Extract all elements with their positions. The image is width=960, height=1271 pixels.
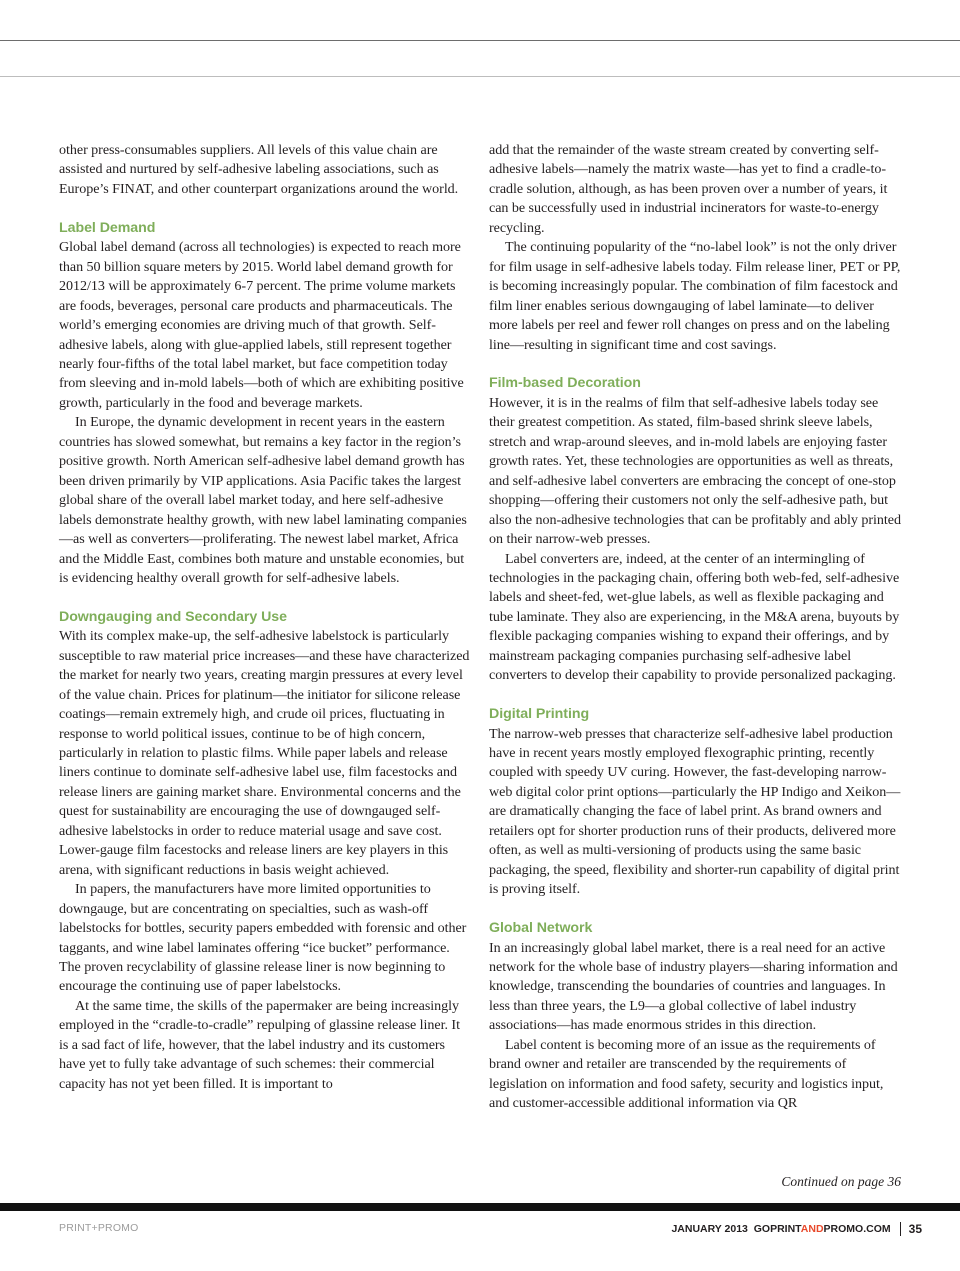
footer-site-part3: PROMO.COM (823, 1223, 891, 1235)
footer-bar (0, 1203, 960, 1211)
film-decoration-paragraph-1: However, it is in the realms of film that self-adhesive labels today see their greatest competition. As stated, film-based shrink sleeve labels, stretch and wrap-around sleeves, and in-mold labels are enjoying faster growth rates. Yet, these technologies are opportunities as well as threats, and self-adhesive label converters are embracing the concept of one-stop shopping—offering their customers not only the self-adhesive path, but also the non-adhesive technologies that can be profitably and ably printed on their narrow-web presses. (489, 394, 901, 548)
downgauging-paragraph-3: At the same time, the skills of the papermaker are being increasingly employed in the “cradle-to-cradle” repulping of glassine release liner. It is a sad fact of life, however, that the label industry and its customers have yet to fully take advantage of such schemes: their commercial capacity has not yet been filled. It is important to (59, 997, 460, 1092)
label-demand-paragraph-2: In Europe, the dynamic development in recent years in the eastern countries has slowed somewhat, but remains a key factor in the region’s positive growth. North American self-adhesive label demand growth has been driven primarily by VIP applications. Asia Pacific takes the largest global share of the overall label market today, and here self-adhesive labels demonstrate healthy growth, with new label laminating companies—as well as converters—proliferating. The newest label market, Africa and the Middle East, combines both mature and unstable economies, but is evidencing healthy overall growth for self-adhesive labels. (59, 414, 467, 586)
footer-site-part1: GOPRINT (753, 1223, 801, 1235)
page-number: 35 (908, 1222, 922, 1236)
heading-film-decoration: Film-based Decoration (489, 375, 641, 392)
header-rule-top (0, 40, 960, 41)
heading-digital-printing: Digital Printing (489, 706, 590, 723)
global-network-paragraph-1: In an increasingly global label market, there is a real need for an active network for the whole base of industry players—sharing information and knowledge, transcending the boundaries of countries and languages. In less than three years, the L9—a global collective of label industry associations—has made enormous strides in this direction. (489, 939, 898, 1034)
right-intro-paragraph-1: add that the remainder of the waste stream created by converting self-adhesive labels—namely the matrix waste—has yet to find a cradle-to-cradle solution, although, as has been proven over a number of years, it can be successfully used in industrial incinerators for waste-to-energy recycling. (489, 142, 888, 236)
footer-date: JANUARY 2013 (671, 1223, 748, 1235)
downgauging-paragraph-2: In papers, the manufacturers have more limited opportunities to downgauge, but are concentrating on specialties, such as wash-off labelstocks for bottles, security papers embedded with forensic and other taggants, and wine label laminates offering “ice bucket” performance. The proven recyclability of glassine release liner is now beginning to encourage the continuing use of paper labelstocks. (59, 881, 467, 995)
right-column (489, 141, 901, 1114)
header-rule-bottom (0, 76, 960, 77)
downgauging-paragraph-1: With its complex make-up, the self-adhesive labelstock is particularly susceptible to raw material price increases—and these have characterized the market for nearly two years, creating margin pressures at every level of the value chain. Prices for platinum—the initiator for silicone release coatings—remain extremely high, and crude oil prices, fluctuating in response to world political issues, continue to be of high concern, particularly in relation to plastic films. While paper labels and release liners continue to dominate self-adhesive label use, film facestocks and release liners are gaining market share. Environmental concerns and the quest for sustainability are encouraging the use of downgauged self-adhesive labelstocks in order to reduce material usage and save cost. Lower-gauge film facestocks and release liners are key players in this arena, with significant reductions in basis weight achieved. (59, 628, 470, 878)
footer-site (754, 1223, 891, 1235)
page-footer (0, 1222, 960, 1238)
film-decoration-paragraph-2: Label converters are, indeed, at the center of an intermingling of technologies in the packaging chain, offering both web-fed, self-adhesive labels and sheet-fed, wet-glue labels, as well as flexible packaging and tube laminate. They also are experiencing, in the M&A arena, buyouts by flexible packaging companies wishing to expand their offerings, and by mainstream packaging companies purchasing self-adhesive label converters to develop their capability to provide personalized packaging. (489, 550, 900, 684)
left-intro-paragraph: other press-consumables suppliers. All levels of this value chain are assisted and nurtured by self-adhesive labeling associations, such as Europe’s FINAT, and other counterpart organizations around the world. (59, 142, 459, 197)
footer-site-accent: AND (800, 1223, 824, 1235)
heading-downgauging: Downgauging and Secondary Use (59, 608, 287, 625)
footer-right (671, 1222, 922, 1236)
continued-note: Continued on page 36 (781, 1174, 901, 1189)
right-intro-paragraph-2: The continuing popularity of the “no-label look” is not the only driver for film usage in self-adhesive labels today. Film release liner, PET or PP, is becoming increasingly popular. The combination of film facestock and film liner enables serious downgauging of label laminate—to deliver more labels per reel and fewer roll changes on press and on the labeling line—resulting in significant time and cost savings. (489, 239, 901, 353)
heading-label-demand: Label Demand (59, 219, 156, 236)
left-column (59, 141, 471, 1094)
digital-printing-paragraph-1: The narrow-web presses that characterize self-adhesive label production have in recent years mostly employed flexographic printing, recently coupled with speedy UV curing. However, the fast-developing narrow-web digital color print options—particularly the HP Indigo and Xeikon—are dramatically changing the face of label print. As brand owners and retailers opt for shorter production runs of their products, delivered more often, as well as multi-versioning of products using the same basic packaging, the speed, flexibility and shorter-run capability of digital print is proving itself. (489, 725, 901, 898)
footer-brand: PRINT+PROMO (59, 1222, 139, 1234)
global-network-paragraph-2: Label content is becoming more of an issue as the requirements of brand owner and retailer are transcended by the requirements of legislation on information and food safety, security and logistics input, and customer-accessible additional information via QR (489, 1036, 884, 1112)
footer-divider (900, 1222, 901, 1236)
label-demand-paragraph-1: Global label demand (across all technologies) is expected to reach more than 50 billion square meters by 2015. World label demand growth for 2012/13 will be approximately 6-7 percent. The prime volume markets are foods, beverages, personal care products and pharmaceuticals. The world’s emerging economies are driving much of that growth. Self-adhesive labels, along with glue-applied labels, still represent together nearly four-fifths of the total label market, but face competition today from sleeving and in-mold labels—both of which are exhibiting positive growth, particularly in the food and beverage markets. (59, 239, 464, 411)
heading-global-network: Global Network (489, 920, 593, 937)
